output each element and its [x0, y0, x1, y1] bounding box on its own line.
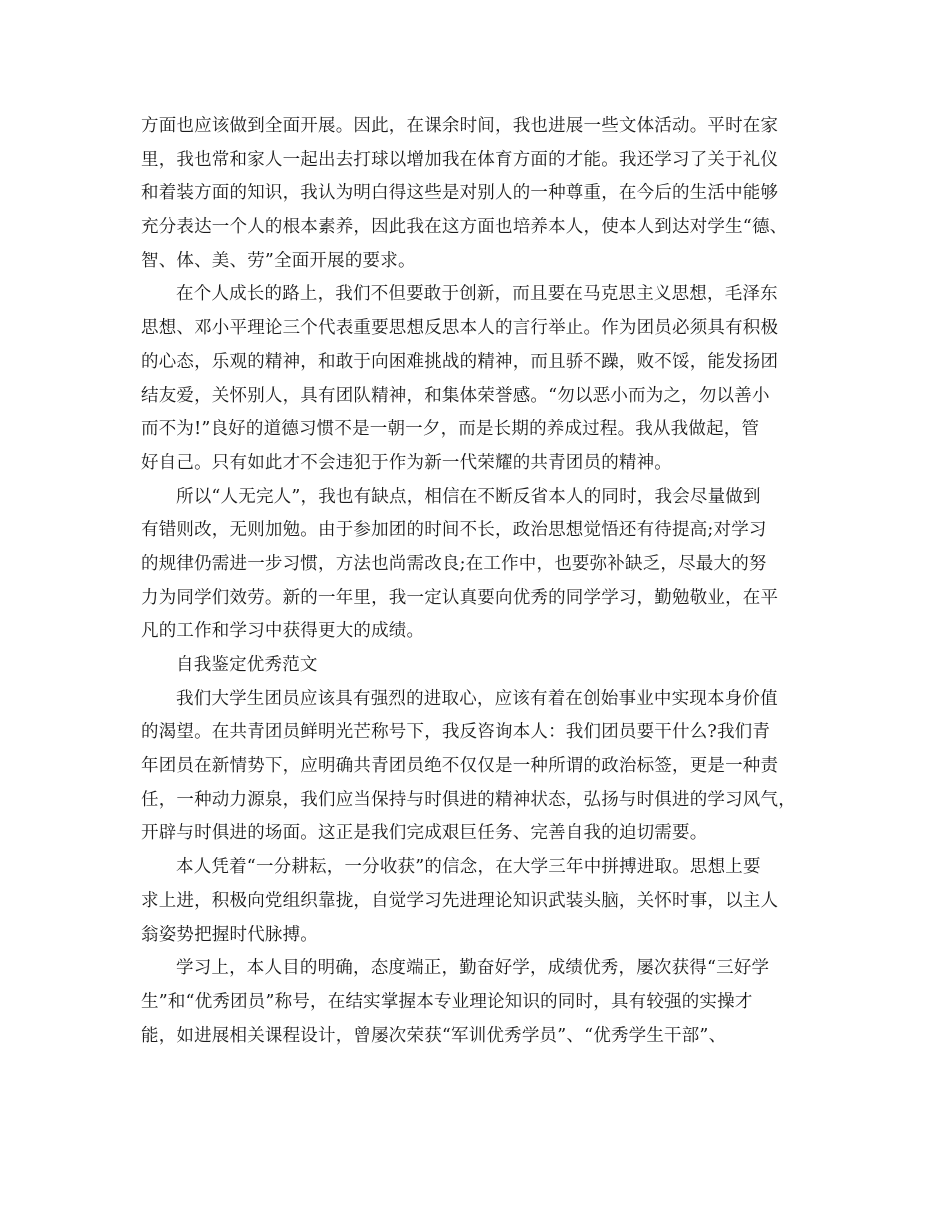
text-line: 学习上，本人目的明确，态度端正，勤奋好学，成绩优秀，屡次获得“三好学: [176, 958, 770, 979]
text-line: 生”和“优秀团员”称号，在结实掌握本专业理论知识的同时，具有较强的实操才: [141, 991, 753, 1012]
text-line: 凡的工作和学习中获得更大的成绩。: [141, 621, 425, 642]
text-line: 的渴望。在共青团员鲜明光芒称号下，我反咨询本人：我们团员要干什么?我们青: [141, 722, 771, 743]
text-line: 的规律仍需进一步习惯，方法也尚需改良;在工作中，也要弥补缺乏，尽最大的努: [141, 553, 767, 574]
text-line: 年团员在新情势下，应明确共青团员绝不仅仅是一种所谓的政治标签，更是一种责: [141, 756, 779, 777]
text-line: 的心态，乐观的精神，和敢于向困难挑战的精神，而且骄不躁，败不馁，能发扬团: [141, 351, 779, 372]
text-line: 力为同学们效劳。新的一年里，我一定认真要向优秀的同学学习，勤勉敬业，在平: [141, 587, 779, 608]
text-line: 思想、邓小平理论三个代表重要思想反思本人的言行举止。作为团员必须具有积极: [141, 318, 779, 339]
text-line: 任，一种动力源泉，我们应当保持与时俱进的精神状态，弘扬与时俱进的学习风气，: [141, 789, 796, 810]
text-line: 开辟与时俱进的场面。这正是我们完成艰巨任务、完善自我的迫切需要。: [141, 823, 708, 844]
text-line: 有错则改，无则加勉。由于参加团的时间不长，政治思想觉悟还有待提高;对学习: [141, 520, 767, 541]
text-line: 求上进，积极向党组织靠拢，自觉学习先进理论知识武装头脑，关怀时事，以主人: [141, 890, 779, 911]
text-line: 所以“人无完人”，我也有缺点，相信在不断反省本人的同时，我会尽量做到: [176, 486, 761, 507]
text-line: 方面也应该做到全面开展。因此，在课余时间，我也进展一些文体活动。平时在家: [141, 116, 779, 136]
section-heading: 自我鉴定优秀范文: [176, 655, 318, 675]
text-line: 翁姿势把握时代脉搏。: [141, 924, 318, 945]
text-line: 结友爱，关怀别人，具有团队精神，和集体荣誉感。“勿以恶小而为之，勿以善小: [141, 385, 770, 406]
text-line: 好自己。只有如此才不会违犯于作为新一代荣耀的共青团员的精神。: [141, 452, 672, 473]
text-line: 我们大学生团员应该具有强烈的进取心，应该有着在创始事业中实现本身价值: [176, 688, 778, 709]
text-line: 本人凭着“一分耕耘，一分收获”的信念，在大学三年中拼搏进取。思想上要: [176, 857, 761, 878]
text-line: 在个人成长的路上，我们不但要敢于创新，而且要在马克思主义思想，毛泽东: [176, 284, 778, 305]
text-line: 而不为!”良好的道德习惯不是一朝一夕，而是长期的养成过程。我从我做起，管: [141, 419, 760, 440]
document-body: [141, 110, 821, 1053]
text-line: 能，如进展相关课程设计，曾屡次荣获“军训优秀学员”、“优秀学生干部”、: [141, 1025, 727, 1046]
text-line: 和着装方面的知识，我认为明白得这些是对别人的一种尊重，在今后的生活中能够: [141, 183, 779, 204]
text-line: 充分表达一个人的根本素养，因此我在这方面也培养本人，使本人到达对学生“德、: [141, 217, 788, 238]
text-line: 里，我也常和家人一起出去打球以增加我在体育方面的才能。我还学习了关于礼仪: [141, 149, 779, 170]
text-line: 智、体、美、劳”全面开展的要求。: [141, 250, 416, 271]
